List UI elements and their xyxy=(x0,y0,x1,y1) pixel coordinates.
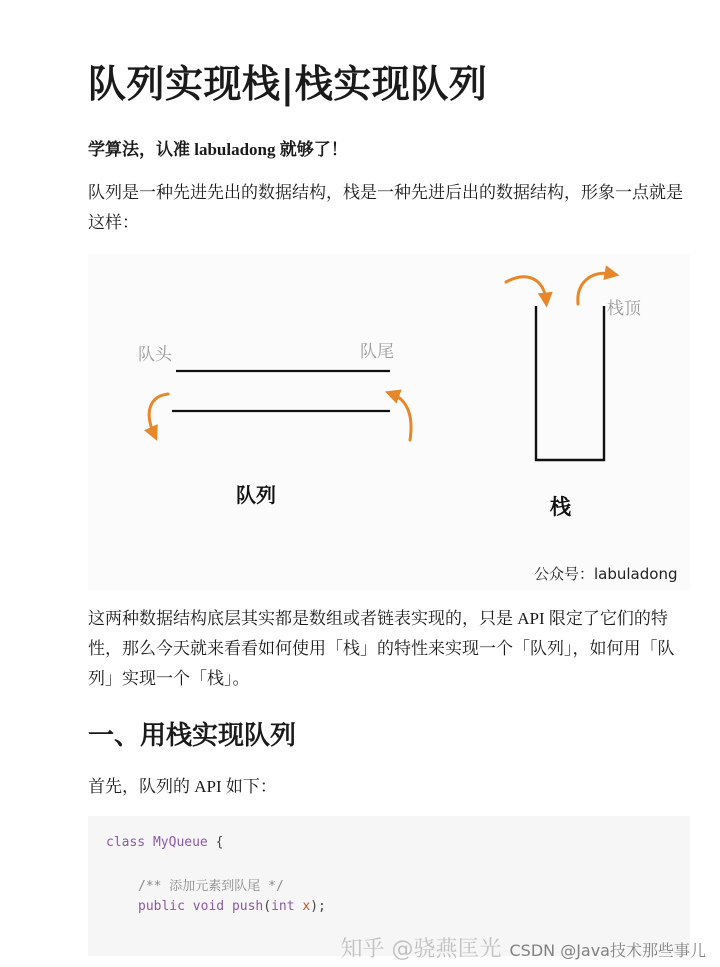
watermark-site: 知乎 @骁燕匡光 xyxy=(340,937,502,962)
watermark xyxy=(340,932,706,963)
code-brace: { xyxy=(207,835,224,850)
page-title: 队列实现栈|栈实现队列 xyxy=(88,61,488,106)
intro-paragraph: 队列是一种先进先出的数据结构，栈是一种先进后出的数据结构，形象一点就是这样： xyxy=(88,183,683,232)
queue-stack-figure xyxy=(88,254,690,590)
code-param-type: int xyxy=(271,899,295,914)
stack-top-label: 栈顶 xyxy=(607,299,641,319)
figure-credit: 公众号：labuladong xyxy=(534,565,678,583)
queue-tail-label: 队尾 xyxy=(360,342,394,362)
api-intro-paragraph: 首先，队列的 API 如下： xyxy=(88,777,277,796)
stack-caption: 栈 xyxy=(550,495,571,519)
code-paren: ( xyxy=(263,899,272,914)
explanation-paragraph: 这两种数据结构底层其实都是数组或者链表实现的，只是 API 限定了它们的特性，那么今天就来看看如何使用「栈」的特性来实现一个「队列」，如何用「队列」实现一个「栈」。 xyxy=(88,609,675,688)
queue-caption: 队列 xyxy=(236,483,276,507)
section-heading: 一、用栈实现队列 xyxy=(88,721,297,751)
lead-text: 学算法，认准 labuladong 就够了！ xyxy=(88,140,348,159)
code-line-class xyxy=(106,832,223,854)
code-class-name: MyQueue xyxy=(152,835,208,850)
dequeue-arrow-icon xyxy=(149,394,168,434)
code-method-name: push xyxy=(231,899,264,914)
code-keyword-void: void xyxy=(192,899,225,914)
code-comment: /** 添加元素到队尾 */ xyxy=(138,879,284,894)
push-arrow-icon xyxy=(506,277,546,300)
code-param: x xyxy=(302,899,311,914)
queue-head-label: 队头 xyxy=(138,345,172,365)
watermark-text: CSDN @Java技术那些事儿 xyxy=(509,941,706,960)
enqueue-arrow-icon xyxy=(392,394,411,440)
code-end: ); xyxy=(310,899,326,914)
code-line-comment xyxy=(138,876,284,898)
code-line-method xyxy=(138,896,326,918)
code-keyword: class xyxy=(106,835,146,850)
stack-container xyxy=(536,306,604,460)
code-keyword-public: public xyxy=(138,899,185,914)
